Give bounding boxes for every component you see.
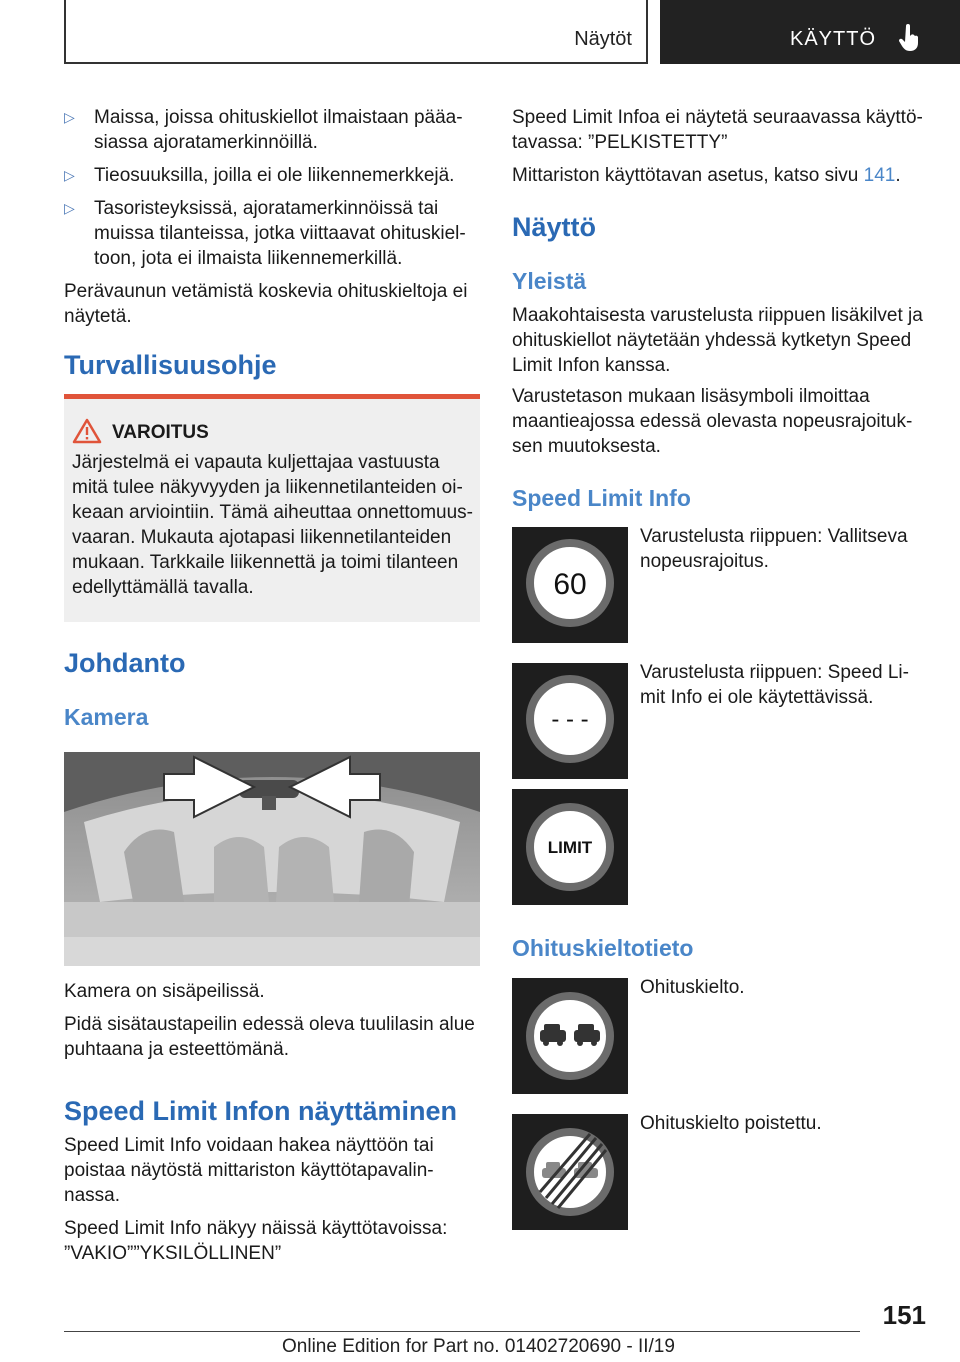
overtake-caption: Ohituskielto.: [640, 977, 745, 998]
display-section-heading: Näyttö: [512, 212, 597, 242]
general-paragraph-2: Varustetason mukaan lisäsymboli ilmoittaa maantieajossa edessä olevasta nopeusrajoituk- sen muutoksesta.: [512, 386, 913, 457]
svg-text:- - -: - - -: [551, 706, 589, 733]
triangle-bullet-icon: ▷: [64, 167, 75, 183]
header-chapter-tab: [660, 0, 960, 64]
warning-triangle-icon: [72, 418, 102, 444]
footer-divider: [64, 1331, 860, 1332]
speed-limit-unavailable-sign: [512, 663, 628, 779]
warning-title: VAROITUS: [112, 422, 209, 443]
intro-heading: Johdanto: [64, 648, 186, 678]
safety-heading: Turvallisuusohje: [64, 350, 277, 380]
list-item: ▷ Maissa, joissa ohituskiellot ilmaistaan pääa- siassa ajoratamerkinnöillä.: [64, 107, 463, 153]
display-heading: Speed Limit Infon näyttäminen: [64, 1096, 458, 1126]
no-overtaking-sign: [512, 978, 628, 1094]
camera-location-illustration: [64, 752, 480, 966]
camera-heading: Kamera: [64, 704, 149, 730]
general-paragraph-1: Maakohtaisesta varustelusta riippuen lisäkilvet ja ohituskiellot näytetään yhdessä kytketyn Speed Limit Infon kanssa.: [512, 305, 923, 376]
general-heading: Yleistä: [512, 268, 587, 294]
list-item: ▷ Tasoristeyksissä, ajoratamerkinnöissä tai muissa tilanteissa, jotka viittaavat ohituskiel- toon, jota ei ilmaista liikennemerkillä.: [64, 198, 466, 269]
overtake-heading: Ohituskieltotieto: [512, 935, 694, 961]
warning-bar: [64, 394, 480, 399]
display-paragraph-1: Speed Limit Info voidaan hakea näyttöön tai poistaa näytöstä mittariston käyttötapavalin- nassa.: [64, 1135, 434, 1206]
speed-limit-60-sign: [512, 527, 628, 643]
triangle-bullet-icon: ▷: [64, 109, 75, 125]
list-item: ▷ Tieosuuksilla, joilla ei ole liikennemerkkejä.: [64, 165, 455, 186]
sign-60-caption: Varustelusta riippuen: Vallitseva nopeusrajoitus.: [640, 526, 908, 572]
camera-caption: Kamera on sisäpeilissä.: [64, 981, 265, 1002]
page-number: 151: [882, 1300, 926, 1330]
trailer-paragraph: Perävaunun vetämistä koskevia ohituskieltoja ei näytetä.: [64, 281, 468, 327]
svg-text:60: 60: [553, 568, 587, 601]
svg-text:LIMIT: LIMIT: [547, 838, 593, 857]
warning-box: [64, 394, 480, 622]
right-paragraph-1: Speed Limit Infoa ei näytetä seuraavassa käyttö- tavassa: ”PELKISTETTY”: [512, 107, 923, 153]
hand-pointer-icon: [898, 24, 922, 52]
end-of-no-overtaking-sign: [512, 1114, 628, 1230]
camera-paragraph: Pidä sisätaustapeilin edessä oleva tuulilasin alue puhtaana ja esteettömänä.: [64, 1014, 475, 1060]
warning-body: Järjestelmä ei vapauta kuljettajaa vastuusta mitä tulee näkyvyyden ja liikennetilanteiden oi- keaan arviointiin. Tämä aiheuttaa onnettomuus- vaaran. Mukauta ajotapasi liikennetilanteiden mukaan. Tarkkaile liikennettä ja toimi tilanteen edellyttämällä tavalla.: [72, 452, 474, 598]
display-paragraph-2: Speed Limit Info näkyy näissä käyttötavoissa: ”VAKIO””YKSILÖLLINEN”: [64, 1218, 448, 1264]
overtake-end-caption: Ohituskielto poistettu.: [640, 1113, 822, 1134]
header-section-title: Näytöt: [574, 28, 632, 50]
footer-edition: Online Edition for Part no. 01402720690 - II/19: [282, 1336, 675, 1357]
limit-sign: [512, 789, 628, 905]
sign-dash-caption: Varustelusta riippuen: Speed Li- mit Info ei ole käytettävissä.: [640, 662, 909, 708]
triangle-bullet-icon: ▷: [64, 200, 75, 216]
header-section-tab: [64, 0, 648, 64]
page-reference-link[interactable]: 141: [863, 165, 896, 186]
header-chapter-title: KÄYTTÖ: [790, 28, 877, 50]
speed-limit-info-heading: Speed Limit Info: [512, 485, 691, 511]
right-paragraph-2: Mittariston käyttötavan asetus, katso sivu 141.: [512, 165, 901, 186]
